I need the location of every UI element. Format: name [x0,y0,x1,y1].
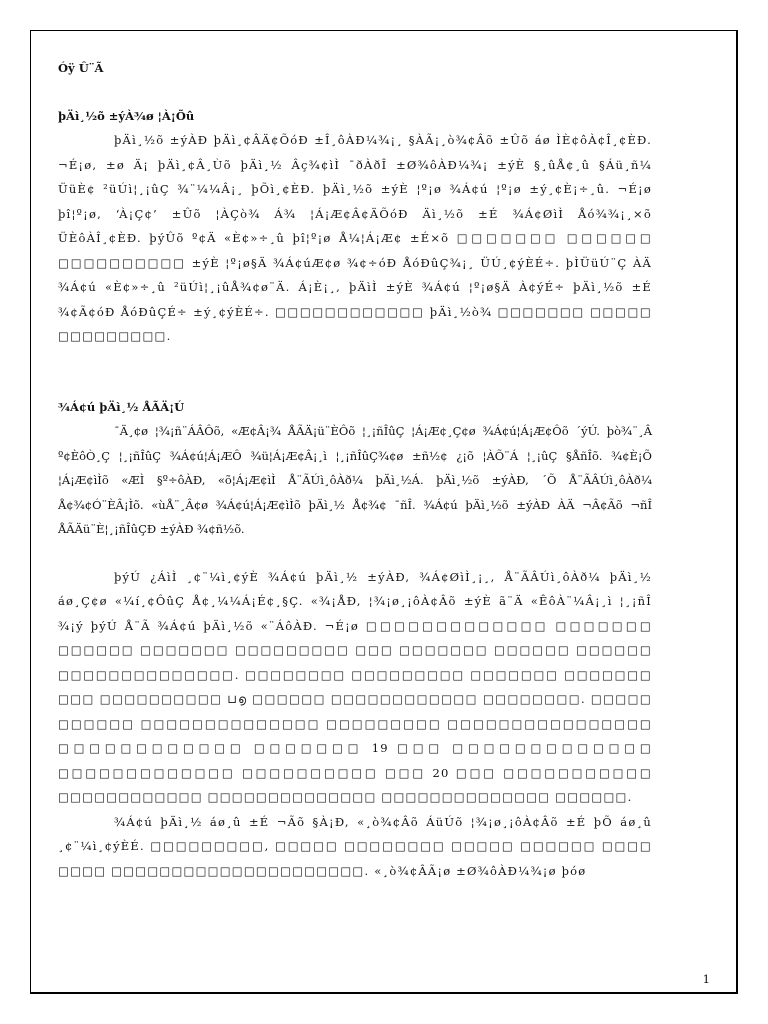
paragraph-4: ¾Á¢ú þÄì¸½ áø¸û ±É ¬Ãõ §À¡Ð, «¸ò¾¢Âõ ÁüÚõ ¦¾¡ø¸¡ôÀ¢Âõ ±É þÕ áø¸û ¸¢¨¼ì¸¢ýÈÉ. □□□□□□□□□, □□□□□ □□□□□□□□ □□□□□ □□□□□□ □□□□ □□□□ □□□□□□□□□□□□□□□□□□□□□. «¸ò¾¢ÂÃ¡ø ±Ø¾ôÀÐ¼¾¡ø þóø [58,814,652,878]
document-body [58,54,652,883]
document-title: Óÿ Û¨Ã [58,61,104,75]
section-heading-1: þÄì¸½õ ±ýÀ¾ø ¦À¡Õû [58,108,195,123]
paragraph-1: þÄì¸½õ ±ýÀÐ þÄì¸¢ÂÄ¢ÕóÐ ±Î¸ôÀÐ¼¾¡¸ §ÀÃ¡¸ò¾¢Âõ ±Ûõ áø ÌÈ¢ôÀ¢Î¸¢ÈÐ. ¬É¡ø, ±ø Ä¡ þÄì¸¢Â¸Ùõ þÄì¸½ Âç¾¢ìÌ ¯ðÀðÎ ±Ø¾ôÀÐ¼¾¡ ±ýÈ §¸ûÅ¢¸û §Áü¸ñ¼ ÜüÈ¢ ²üÚì¦¸¡ûÇ ¾¨¼¼Â¡¸ þÕì¸¢ÈÐ. þÄì¸½õ ±ýÈ ¦º¡ø ¾Á¢ú ¦º¡ø ±ý¸¢È¡÷¸û. ¬É¡ø þî¦º¡ø, ‘À¡Ç¢’ ±Ûõ ¦ÀÇò¾ Á¾ ¦Á¡Æ¢Â¢ÄÕóÐ Äì¸½õ ±É ¾Á¢ØìÌ Åó¾¾¡¸×õ ÜÈôÀÎ¸¢ÈÐ. þýÛõ º¢Ä «È¢»÷¸û þî¦º¡ø Å¼¦Á¡Æ¢ ±É×õ □□□□□□□ □□□□□□ □□□□□□□□□□ ±ýÈ ¦º¡ø§Ä ¾Á¢úÆ¢ø ¾¢÷óÐ ÅóÐûÇ¾¡¸ ÜÚ¸¢ýÈÉ÷. þÌÜüÚ¨Ç ÀÄ ¾Á¢ú «È¢»÷¸û ²üÚì¦¸¡ûÅ¾¢ø¨Ä. Á¡È¡¸, þÄìÌ ±ýÈ ¾Á¢ú ¦º¡ø§Ä À¢ýÉ÷ þÄì¸½õ ±É ¾¢Ã¢óÐ ÅóÐûÇÉ÷ ±ý¸¢ýÈÉ÷. □□□□□□□□□□□□ þÄì¸½ò¾ □□□□□□□ □□□□□ □□□□□□□□□. [58,133,652,343]
paragraph-2: ¯Ä¸¢ø ¦¾¡ñ¨ÁÂÔõ, «Æ¢Â¡¾ ÅÃÄ¡ü¨ÈÔõ ¦¸¡ñÎûÇ ¦Á¡Æ¢¸Ç¢ø ¾Á¢ú¦Á¡Æ¢Ôõ ´ýÚ. þò¾¨¸Â º¢ÈôÒ¸Ç ¦¸¡ñÎûÇ ¾Á¢ú¦Á¡ÆÔ ¾ü¦Á¡Æ¢Â¡¸ì ¦¸¡ñÎûÇ¾¢ø ±ñ½¢ ¿¡õ ¦ÀÕ¨Á ¦¸¡ûÇ §ÅñÎõ. ¾¢È¡Õ ¦Á¡Æ¢ìÌõ «ÆÌ §º÷ôÀÐ, «õ¦Á¡Æ¢ìÌ Å¨ÃÚì¸ôÀð¼ þÄì¸½Á. þÄì¸½õ ±ýÀÐ, ´Õ Å¨ÃÂÚì¸ôÀð¼ Å¢¾¢Ó¨ÈÂ¡Ìõ. «ùÅ¨¸Â¢ø ¾Á¢ú¦Á¡Æ¢ìÌõ þÄì¸½ Å¢¾¢ ¯ñÎ. ¾Á¢ú þÄì¸½õ ±ýÀÐ ÀÄ ¬Â¢Ãõ ¬ñÎ ÅÃÄü¨È¦¸¡ñÎûÇÐ ±ýÀÐ ¾¢ñ½õ. [58,424,652,536]
section-heading-2: ¾Á¢ú þÄì¸½ ÅÃÄ¡Ú [58,399,185,414]
spacer [58,81,652,104]
spacer [58,542,652,565]
page-number: 1 [702,972,710,986]
spacer [58,349,652,372]
paragraph-3: þýÚ ¿ÁìÌ ¸¢¨¼ì¸¢ýÈ ¾Á¢ú þÄì¸½ ±ýÀÐ, ¾Á¢ØìÌ¸¡¸, Å¨ÃÂÚì¸ôÀð¼ þÄì¸½ áø¸Ç¢ø «¼í¸¢ÔûÇ Å¢¸¼¼Á¡É¢¸§Ç. «¾¡ÅÐ, ¦¾¡ø¸¡ôÀ¢Âõ ±ýÈ ã¨Ä «ÊôÀ¨¼Â¡¸ì ¦¸¡ñÎ ¾¡ý þýÚ Å¨Ã ¾Á¢ú þÄì¸½õ «¨ÁôÀÐ. ¬É¡ø □□□□□□□□□□□□□ □□□□□□□ □□□□□□ □□□□□□□ □□□□□□□□□ □□□ □□□□□□□ □□□□□□ □□□□□□ □□□□□□□□□□□□□□. □□□□□□□□ □□□□□□□□□ □□□□□□□ □□□□□□□ □□□ □□□□□□□□□□ ⊔൭ □□□□□□ □□□□□□□□□□□□ □□□□□□□□. □□□□□ □□□□□□ □□□□□□□□□□□□□□ □□□□□□□□□ □□□□□□□□□□□□□□□□ □□□□□□□□□□□□ □□□□□□□ 19 □□□ □□□□□□□□□□□□□ □□□□□□□□□□□□□ □□□□□□□□□□ □□□ 20 □□□ □□□□□□□□□□□ □□□□□□□□□□□□ □□□□□□□□□□□□□□ □□□□□□□□□□□□□□ □□□□□□. [58,569,652,804]
spacer [58,372,652,395]
